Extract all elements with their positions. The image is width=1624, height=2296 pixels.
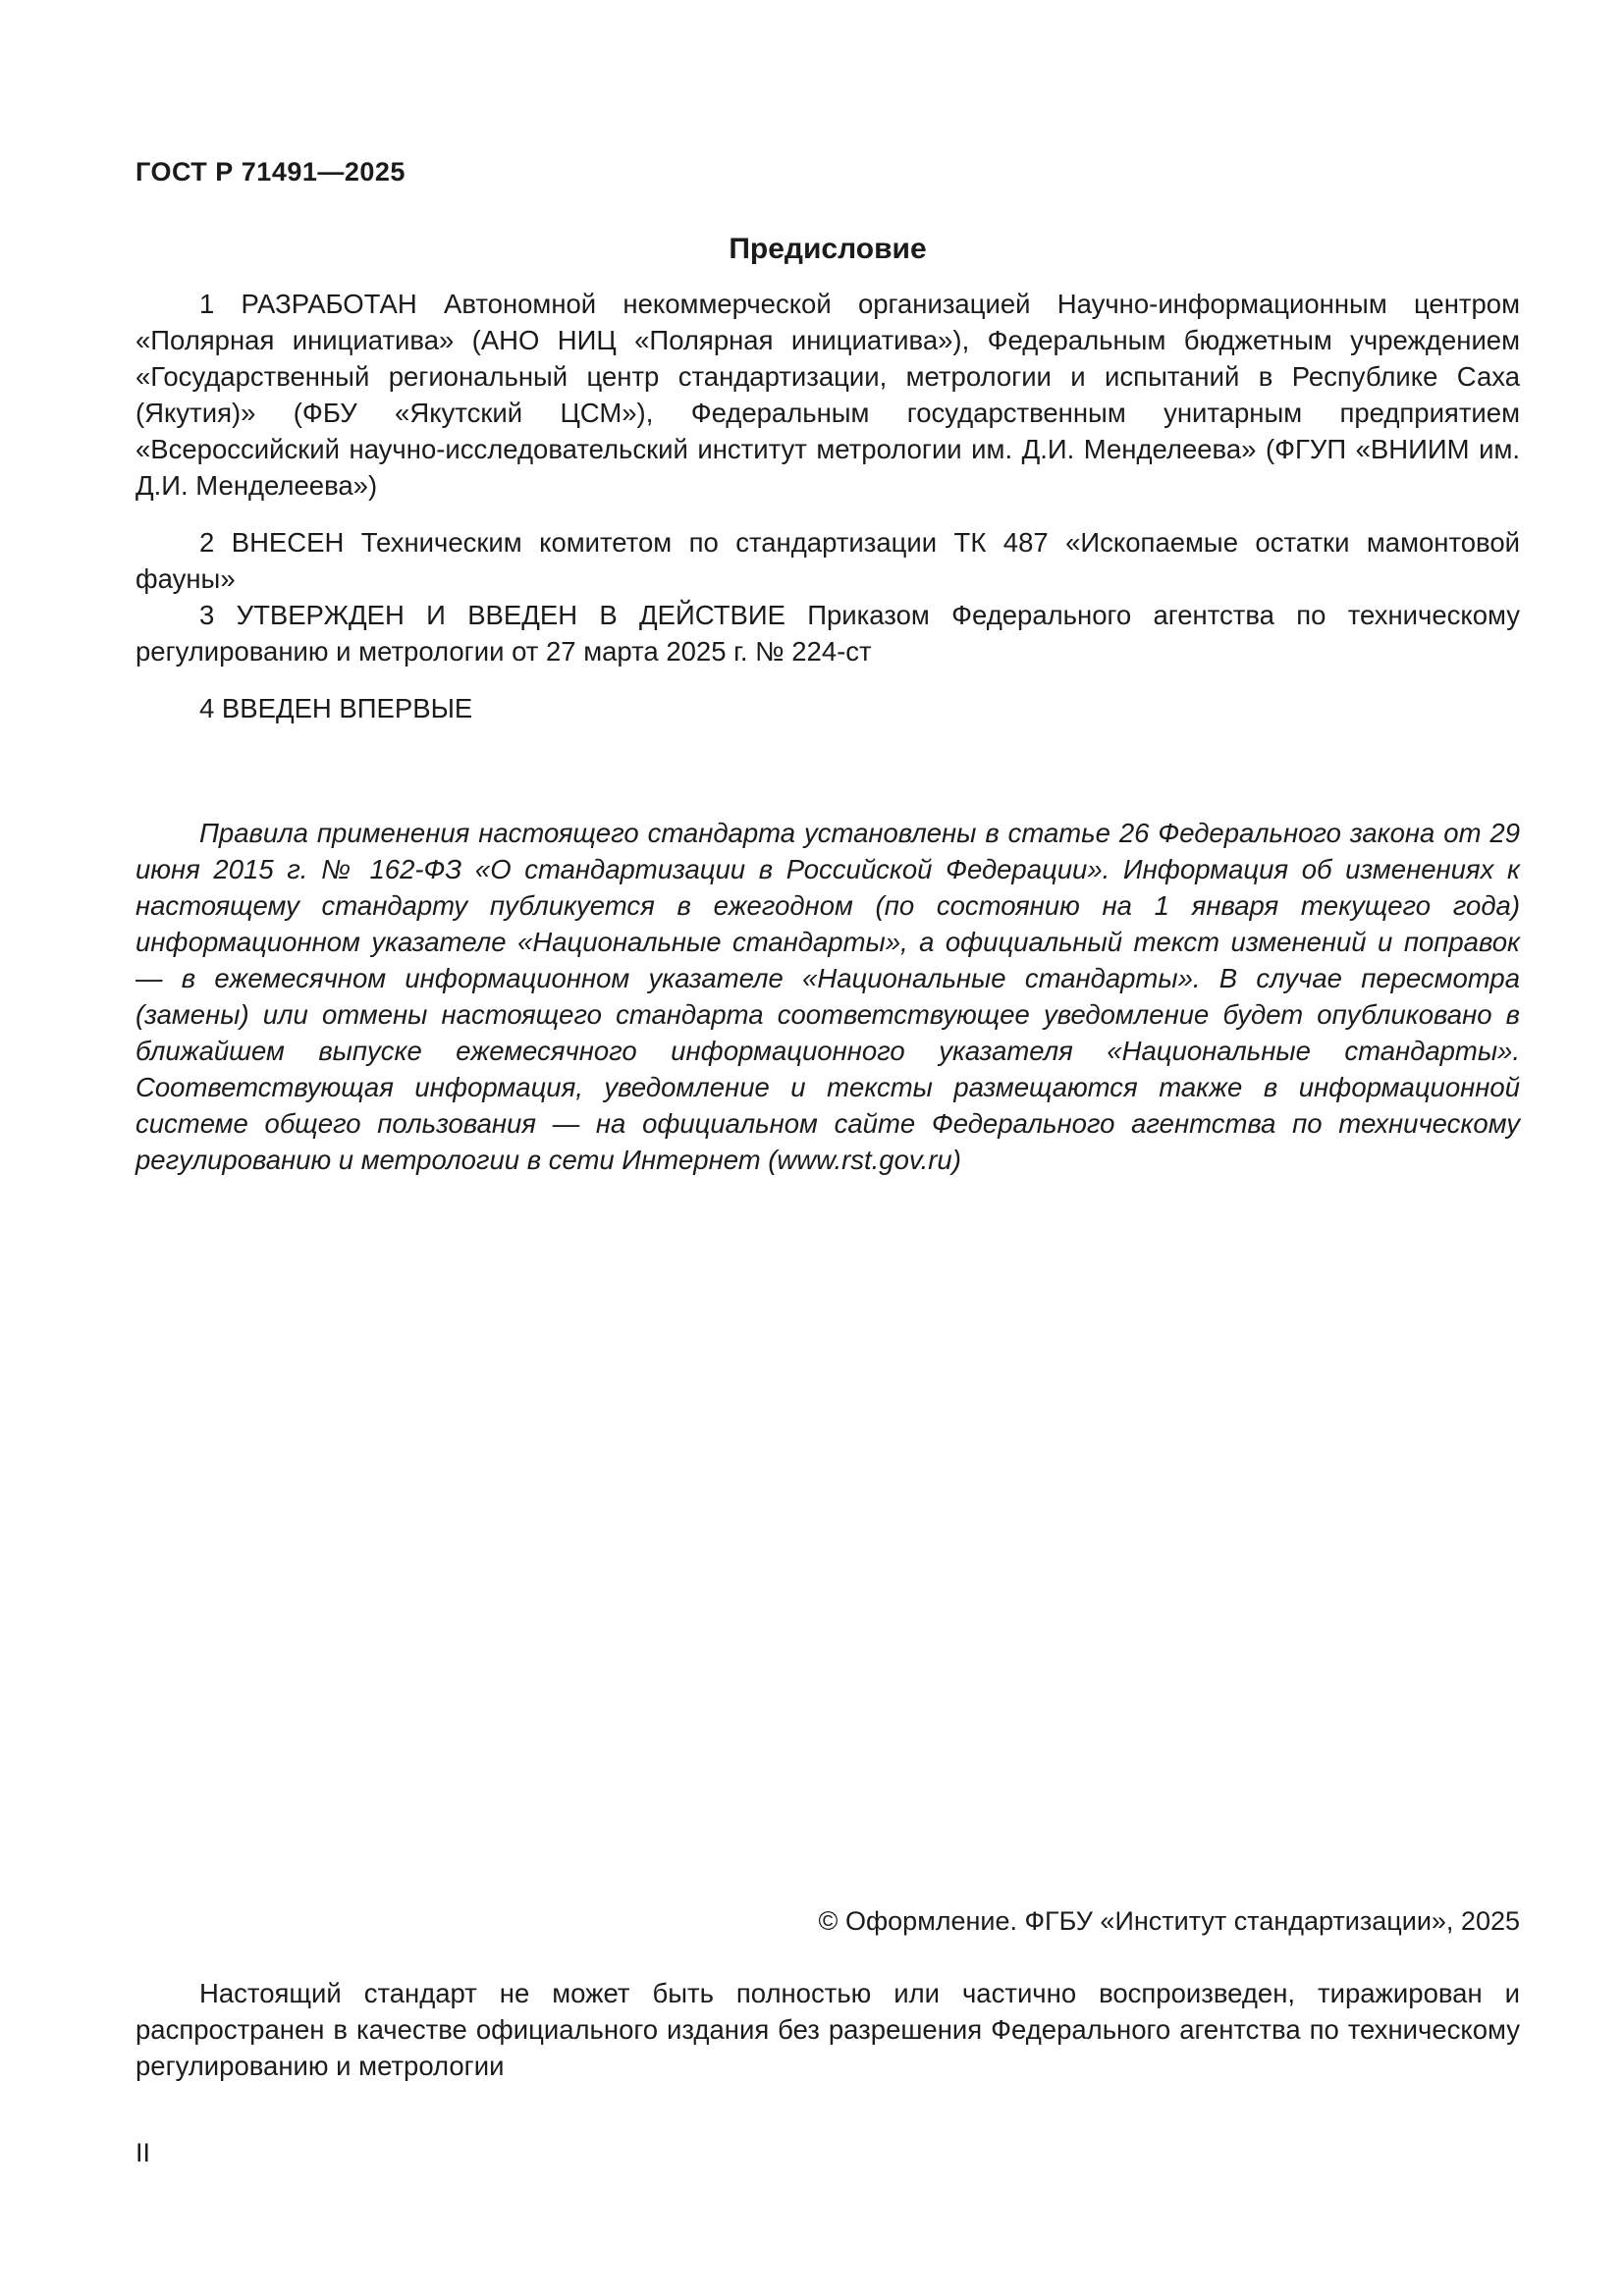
doc-header: ГОСТ Р 71491—2025 — [135, 157, 406, 187]
foreword-item-introduced: 4 ВВЕДЕН ВПЕРВЫЕ — [199, 693, 473, 723]
copyright-line: © Оформление. ФГБУ «Институт стандартизации», 2025 — [818, 1906, 1520, 1936]
foreword-item-approved: 3 УТВЕРЖДЕН И ВВЕДЕН В ДЕЙСТВИЕ Приказом Федерального агентства по техническому регулированию и метрологии от 27 марта 2025 г. № 224-ст — [135, 600, 1520, 667]
legal-note: Правила применения настоящего стандарта установлены в статье 26 Федерального закона от 29 июня 2015 г. № 162-ФЗ «О стандартизации в Российской Федерации». Информация об изменениях к настоящему стандарту публикуется в ежегодном (по состоянию на 1 января текущего года) информационном указателе «Национальные стандарты», а официальный текст изменений и поправок — в ежемесячном информационном указателе «Национальные стандарты». В случае пересмотра (замены) или отмены настоящего стандарта соответствующее уведомление будет опубликовано в ближайшем выпуске ежемесячного информационного указателя «Национальные стандарты». Соответствующая информация, уведомление и тексты размещаются также в информационной системе общего пользования — на официальном сайте Федерального агентства по техническому регулированию и метрологии в сети Интернет (www.rst.gov.ru) — [135, 818, 1520, 1175]
page-title: Предисловие — [729, 233, 927, 265]
foreword-item-submitted: 2 ВНЕСЕН Техническим комитетом по стандартизации ТК 487 «Ископаемые остатки мамонтовой фауны» — [135, 527, 1520, 594]
page-number: II — [135, 2138, 151, 2167]
distribution-note: Настоящий стандарт не может быть полностью или частично воспроизведен, тиражирован и распространен в качестве официального издания без разрешения Федерального агентства по техническому регулированию и метрологии — [135, 1978, 1520, 2081]
foreword-item-developed: 1 РАЗРАБОТАН Автономной некоммерческой организацией Научно-информационным центром «Полярная инициатива» (АНО НИЦ «Полярная инициатива»), Федеральным бюджетным учреждением «Государственный региональный центр стандартизации, метрологии и испытаний в Республике Саха (Якутия)» (ФБУ «Якутский ЦСМ»), Федеральным государственным унитарным предприятием «Всероссийский научно-исследовательский институт метрологии им. Д.И. Менделеева» (ФГУП «ВНИИМ им. Д.И. Менделеева») — [135, 289, 1520, 501]
